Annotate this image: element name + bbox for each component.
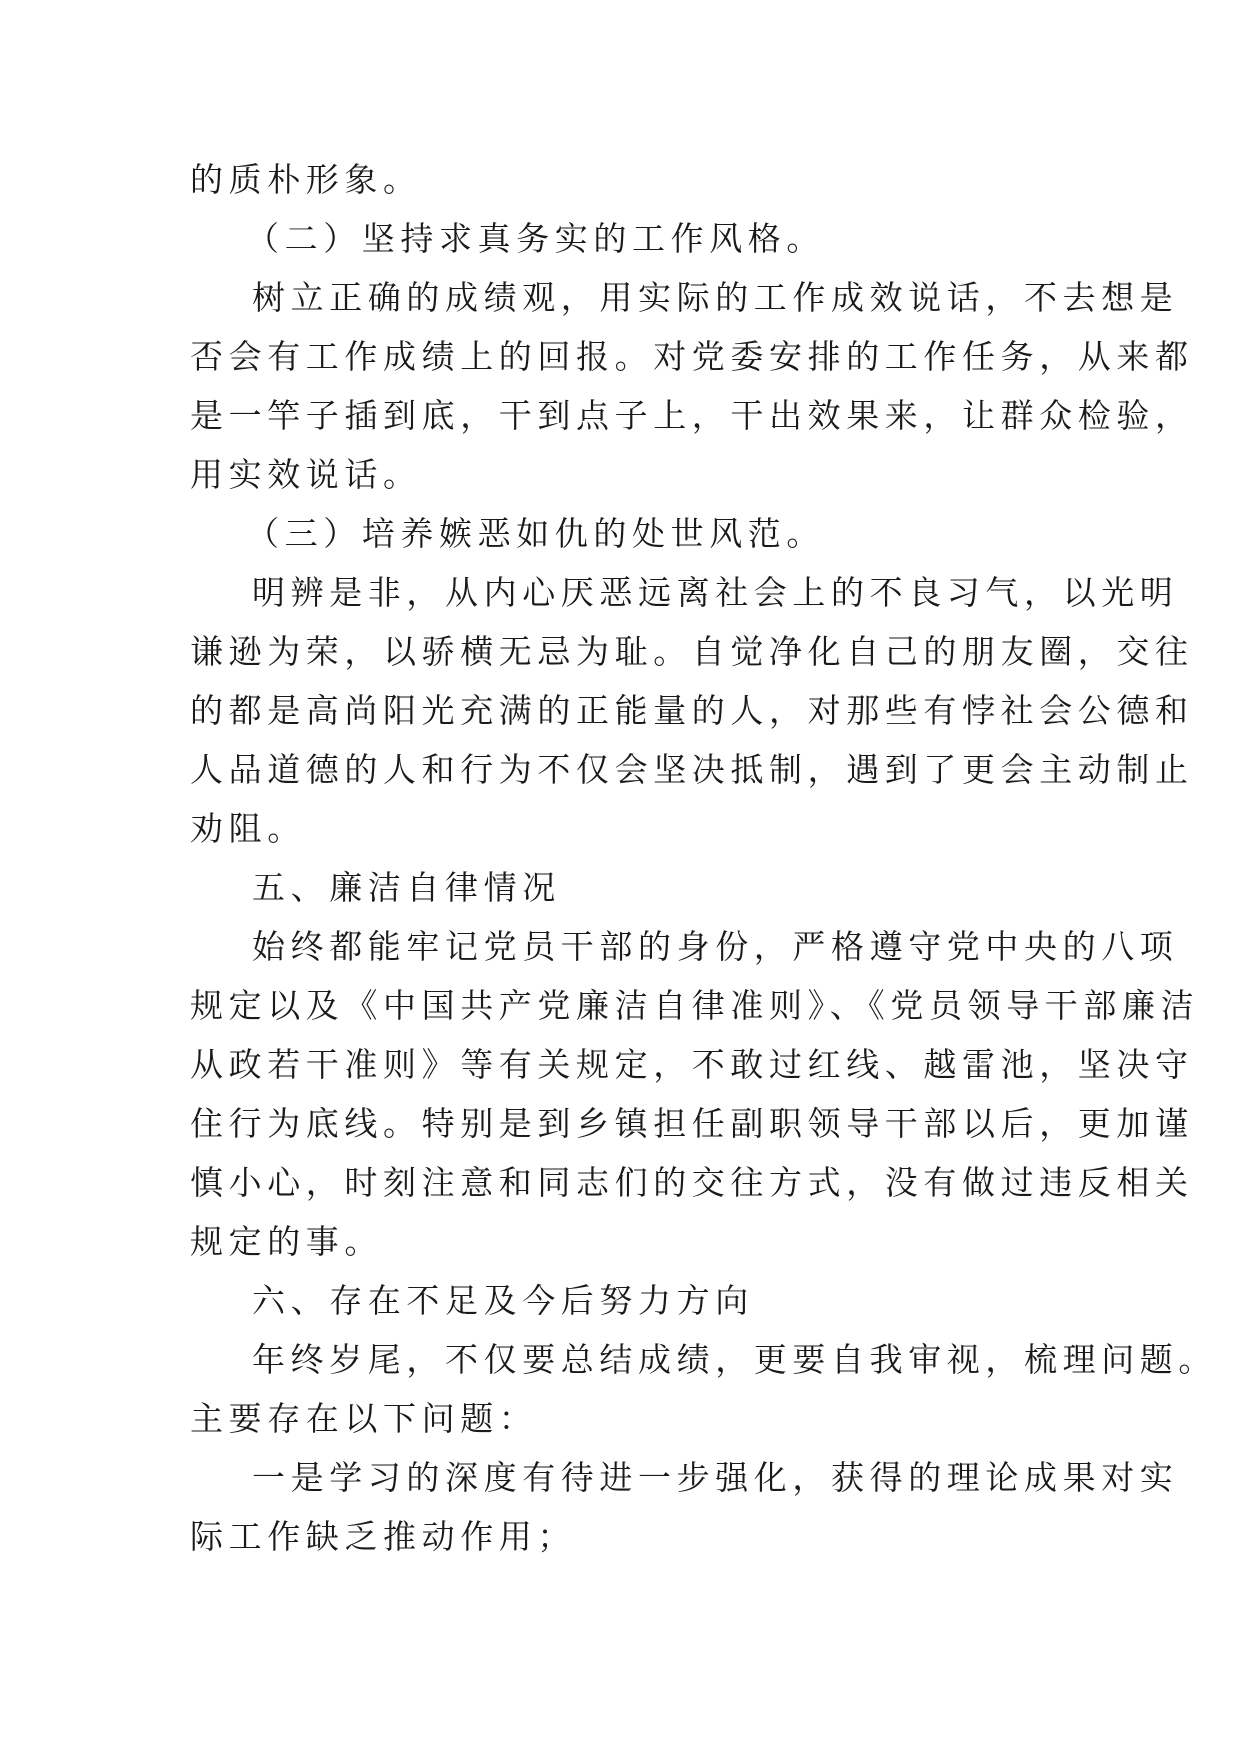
text-line-8: 明辨是非，从内心厌恶远离社会上的不良习气，以光明	[252, 573, 1179, 612]
text-line-7: （三）培养嫉恶如仇的处世风范。	[246, 514, 825, 553]
text-line-1: 的质朴形象。	[190, 160, 422, 199]
text-line-19: 规定的事。	[190, 1222, 383, 1261]
text-line-21: 年终岁尾，不仅要总结成绩，更要自我审视，梳理问题。	[252, 1340, 1217, 1379]
text-line-3: 树立正确的成绩观，用实际的工作成效说话，不去想是	[252, 278, 1179, 317]
text-line-18: 慎小心，时刻注意和同志们的交往方式，没有做过违反相关	[190, 1163, 1194, 1202]
text-line-14: 始终都能牢记党员干部的身份，严格遵守党中央的八项	[252, 927, 1179, 966]
text-line-17: 住行为底线。特别是到乡镇担任副职领导干部以后，更加谨	[190, 1104, 1194, 1143]
text-line-9: 谦逊为荣，以骄横无忌为耻。自觉净化自己的朋友圈，交往	[190, 632, 1194, 671]
text-line-16: 从政若干准则》等有关规定，不敢过红线、越雷池，坚决守	[190, 1045, 1194, 1084]
text-line-12: 劝阻。	[190, 809, 306, 848]
text-line-22: 主要存在以下问题：	[190, 1399, 538, 1438]
text-line-23: 一是学习的深度有待进一步强化，获得的理论成果对实	[252, 1458, 1179, 1497]
text-line-6: 用实效说话。	[190, 455, 422, 494]
text-line-5: 是一竿子插到底，干到点子上，干出效果来，让群众检验，	[190, 396, 1194, 435]
text-line-24: 际工作缺乏推动作用；	[190, 1517, 576, 1556]
text-line-15: 规定以及《中国共产党廉洁自律准则》、《党员领导干部廉洁	[190, 986, 1200, 1025]
text-line-20: 六、存在不足及今后努力方向	[252, 1281, 754, 1320]
text-line-4: 否会有工作成绩上的回报。对党委安排的工作任务，从来都	[190, 337, 1194, 376]
text-line-11: 人品道德的人和行为不仅会坚决抵制，遇到了更会主动制止	[190, 750, 1194, 789]
text-line-10: 的都是高尚阳光充满的正能量的人，对那些有悖社会公德和	[190, 691, 1194, 730]
text-line-13: 五、廉洁自律情况	[252, 868, 561, 907]
text-line-2: （二）坚持求真务实的工作风格。	[246, 219, 825, 258]
